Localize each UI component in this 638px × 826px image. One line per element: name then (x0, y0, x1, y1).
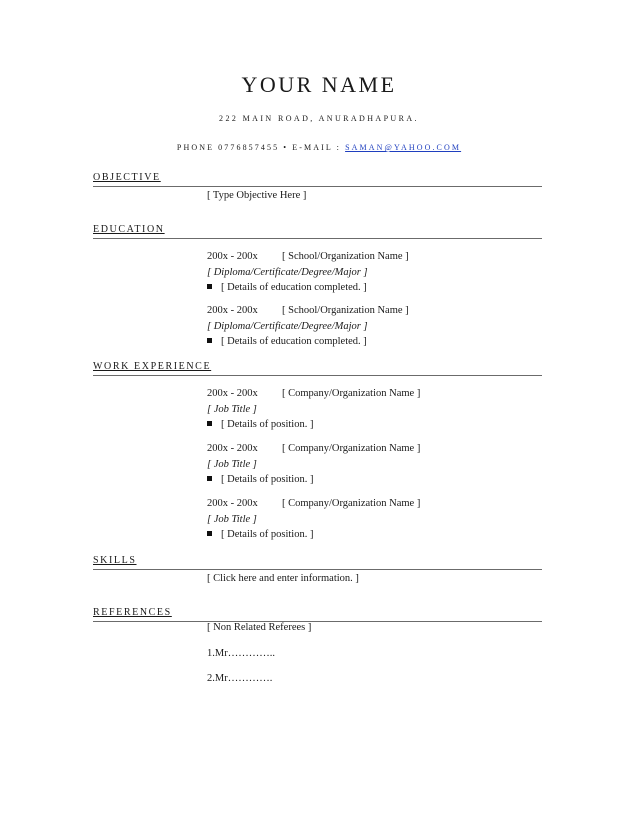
section-title: WORK EXPERIENCE (93, 361, 212, 372)
entry-organization[interactable]: [ Company/Organization Name ] (282, 443, 421, 454)
education-section-header (93, 224, 542, 239)
skills-section-header (93, 555, 542, 570)
objective-text[interactable]: [ Type Objective Here ] (207, 190, 307, 201)
bullet-icon (207, 421, 212, 426)
resume-name: YOUR NAME (241, 72, 397, 97)
entry-dates: 200x - 200x (207, 443, 258, 454)
phone-text: PHONE 0776857455 • E-MAIL : (176, 143, 346, 152)
section-title: OBJECTIVE (93, 172, 161, 183)
work-entry-line (207, 497, 420, 510)
entry-organization[interactable]: [ School/Organization Name ] (282, 251, 409, 262)
bullet-icon (207, 476, 212, 481)
entry-detail-text[interactable]: [ Details of education completed. ] (221, 336, 367, 347)
entry-detail-text[interactable]: [ Details of position. ] (221, 529, 314, 540)
section-title: EDUCATION (93, 224, 165, 235)
references-intro[interactable]: [ Non Related Referees ] (207, 622, 312, 633)
entry-organization[interactable]: [ Company/Organization Name ] (282, 388, 421, 399)
entry-detail-text[interactable]: [ Details of education completed. ] (221, 282, 367, 293)
bullet-icon (207, 531, 212, 536)
bullet-icon (207, 284, 212, 289)
entry-organization[interactable]: [ School/Organization Name ] (282, 305, 409, 316)
references-section-header (93, 607, 542, 622)
objective-section-header (93, 172, 542, 187)
reference-item[interactable]: 1.Mr………….. (207, 648, 275, 659)
entry-detail (207, 473, 313, 486)
entry-subtitle[interactable]: [ Diploma/Certificate/Degree/Major ] (207, 321, 368, 332)
entry-subtitle[interactable]: [ Job Title ] (207, 404, 257, 415)
skills-text[interactable]: [ Click here and enter information. ] (207, 573, 359, 584)
section-title: SKILLS (93, 555, 137, 566)
work-section-header (93, 361, 542, 376)
entry-detail (207, 281, 367, 294)
entry-dates: 200x - 200x (207, 388, 258, 399)
entry-detail-text[interactable]: [ Details of position. ] (221, 419, 314, 430)
reference-item[interactable]: 2.Mr…………. (207, 673, 273, 684)
entry-subtitle[interactable]: [ Job Title ] (207, 459, 257, 470)
work-entry-line (207, 442, 420, 455)
entry-organization[interactable]: [ Company/Organization Name ] (282, 498, 421, 509)
entry-detail-text[interactable]: [ Details of position. ] (221, 474, 314, 485)
contact-line (0, 143, 638, 152)
section-title: REFERENCES (93, 607, 172, 618)
education-entry-line (207, 304, 409, 317)
work-entry-line (207, 387, 420, 400)
entry-subtitle[interactable]: [ Diploma/Certificate/Degree/Major ] (207, 267, 368, 278)
address-line: 222 MAIN ROAD, ANURADHAPURA. (219, 114, 419, 123)
email-link[interactable]: SAMAN@YAHOO.COM (345, 143, 462, 152)
entry-detail (207, 418, 313, 431)
education-entry-line (207, 250, 409, 263)
bullet-icon (207, 338, 212, 343)
entry-dates: 200x - 200x (207, 498, 258, 509)
entry-detail (207, 528, 313, 541)
entry-dates: 200x - 200x (207, 251, 258, 262)
entry-dates: 200x - 200x (207, 305, 258, 316)
entry-subtitle[interactable]: [ Job Title ] (207, 514, 257, 525)
entry-detail (207, 335, 367, 348)
